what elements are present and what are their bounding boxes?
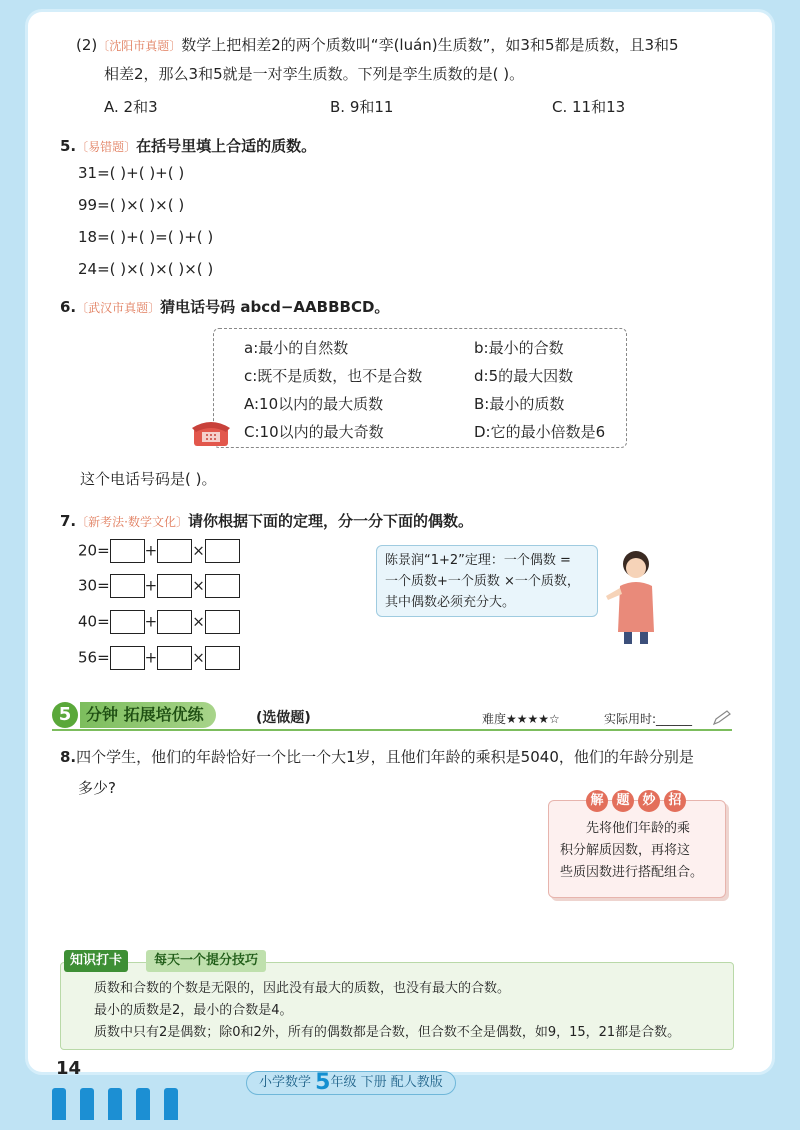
answer-box[interactable] <box>157 574 192 598</box>
teacher-illustration <box>604 548 664 646</box>
tips-line: 先将他们年龄的乘 <box>586 821 691 836</box>
answer-box[interactable] <box>157 646 192 670</box>
answer-box[interactable] <box>157 610 192 634</box>
q7-row-1: 20= + × <box>78 539 240 563</box>
theorem-speech-bubble <box>376 545 598 617</box>
speech-line: 陈景润“1+2”定理：一个偶数 = <box>385 553 571 568</box>
tips-title-char: 解 <box>586 790 608 812</box>
answer-box[interactable] <box>110 574 145 598</box>
q4-2-option-c: C. 11和13 <box>552 98 626 116</box>
bar-decoration <box>52 1088 66 1120</box>
tips-title-char: 妙 <box>638 790 660 812</box>
minutes-badge: 5 <box>52 702 78 728</box>
q4-2-tag: 〔沈阳市真题〕 <box>97 39 182 53</box>
q7-row-4: 56= + × <box>78 646 240 670</box>
footer-subject: 小学数学 <box>259 1075 312 1090</box>
q6-clue-A: A:10以内的最大质数 <box>244 395 384 413</box>
q7-even-number: 56 <box>78 648 98 667</box>
q6-clue-C: C:10以内的最大奇数 <box>244 423 384 441</box>
q5-row-4: 24=( )×( )×( )×( ) <box>78 260 214 278</box>
q6-answer-line: 这个电话号码是( )。 <box>80 470 217 488</box>
knowledge-subtitle: 每天一个提分技巧 <box>146 950 266 972</box>
q7-header <box>60 510 473 531</box>
answer-box[interactable] <box>205 574 240 598</box>
section-subtitle: (选做题) <box>256 710 311 726</box>
answer-box[interactable] <box>205 646 240 670</box>
knowledge-line: 质数中只有2是偶数；除0和2外，所有的偶数都是合数，但合数不全是偶数，如9，15，21都是合数。 <box>94 1025 681 1040</box>
q5-title: 在括号里填上合适的质数。 <box>136 137 317 155</box>
bar-decoration <box>108 1088 122 1120</box>
knowledge-line: 最小的质数是2，最小的合数是4。 <box>94 1003 293 1018</box>
q4-2-line1 <box>76 34 679 55</box>
q6-tag: 〔武汉市真题〕 <box>76 301 161 315</box>
tips-title-char: 题 <box>612 790 634 812</box>
q6-clue-a: a:最小的自然数 <box>244 339 349 357</box>
tips-body <box>560 818 720 884</box>
q5-row-3: 18=( )+( )=( )+( ) <box>78 228 214 246</box>
q6-clue-b: b:最小的合数 <box>474 339 564 357</box>
q4-2-text: 数学上把相差2的两个质数叫“孪(luán)生质数”，如3和5都是质数，且3和5 <box>181 36 679 54</box>
page-number: 14 <box>56 1058 82 1079</box>
q7-even-number: 40 <box>78 612 98 631</box>
answer-box[interactable] <box>110 610 145 634</box>
speech-line: 其中偶数必须充分大。 <box>385 595 516 610</box>
difficulty-rating: 难度★★★★☆ <box>482 712 560 726</box>
q7-row-3: 40= + × <box>78 610 240 634</box>
q8-line1 <box>60 746 694 767</box>
answer-box[interactable] <box>205 610 240 634</box>
tips-line: 些质因数进行搭配组合。 <box>560 865 704 880</box>
q5-number: 5. <box>60 137 77 155</box>
bar-decoration <box>164 1088 178 1120</box>
q5-row-2: 99=( )×( )×( ) <box>78 196 185 214</box>
q6-clue-c: c:既不是质数，也不是合数 <box>244 367 423 385</box>
decorative-bars <box>52 1088 178 1120</box>
answer-box[interactable] <box>157 539 192 563</box>
q4-2-option-b: B. 9和11 <box>330 98 394 116</box>
q8-text: 四个学生，他们的年龄恰好一个比一个大1岁，且他们年龄的乘积是5040，他们的年龄分别是 <box>76 748 694 766</box>
q4-2-option-a: A. 2和3 <box>104 98 158 116</box>
answer-box[interactable] <box>110 646 145 670</box>
knowledge-line: 质数和合数的个数是无限的，因此没有最大的质数，也没有最大的合数。 <box>94 981 511 996</box>
q7-number: 7. <box>60 512 77 530</box>
speech-line: 一个质数+一个质数 ×一个质数， <box>385 574 580 589</box>
pencil-icon <box>712 710 732 726</box>
q6-number: 6. <box>60 298 77 316</box>
bar-decoration <box>136 1088 150 1120</box>
q8-number: 8. <box>60 748 77 766</box>
answer-box[interactable] <box>110 539 145 563</box>
q7-row-2: 30= + × <box>78 574 240 598</box>
q6-title: 猜电话号码 abcd−AABBBCD。 <box>160 298 390 316</box>
q6-clue-d: d:5的最大因数 <box>474 367 574 385</box>
q5-tag: 〔易错题〕 <box>76 140 137 154</box>
q6-clue-D: D:它的最小倍数是6 <box>474 423 606 441</box>
q7-even-number: 30 <box>78 576 98 595</box>
book-footer <box>246 1071 456 1095</box>
q7-title: 请你根据下面的定理，分一分下面的偶数。 <box>187 512 473 530</box>
time-field: 实际用时:______ <box>604 712 693 726</box>
q4-2-number: (2) <box>76 36 98 54</box>
q4-2-line2: 相差2，那么3和5就是一对孪生质数。下列是孪生质数的是( )。 <box>104 65 525 83</box>
knowledge-tag: 知识打卡 <box>64 950 128 972</box>
telephone-icon <box>190 418 232 448</box>
q7-tag: 〔新考法·数学文化〕 <box>76 515 188 529</box>
tips-title-char: 招 <box>664 790 686 812</box>
q5-header <box>60 135 316 156</box>
tips-title <box>586 790 686 812</box>
section-title: 分钟 拓展培优练 <box>80 702 216 728</box>
answer-box[interactable] <box>205 539 240 563</box>
tips-line: 积分解质因数，再将这 <box>560 843 691 858</box>
q6-clue-B: B:最小的质数 <box>474 395 565 413</box>
bar-decoration <box>80 1088 94 1120</box>
q6-header <box>60 296 389 317</box>
q8-line2: 多少? <box>78 779 116 797</box>
footer-grade: 5 <box>315 1070 331 1095</box>
q5-row-1: 31=( )+( )+( ) <box>78 164 185 182</box>
q7-even-number: 20 <box>78 541 98 560</box>
footer-edition: 年级 下册 配人教版 <box>330 1075 443 1090</box>
knowledge-body <box>94 978 680 1044</box>
